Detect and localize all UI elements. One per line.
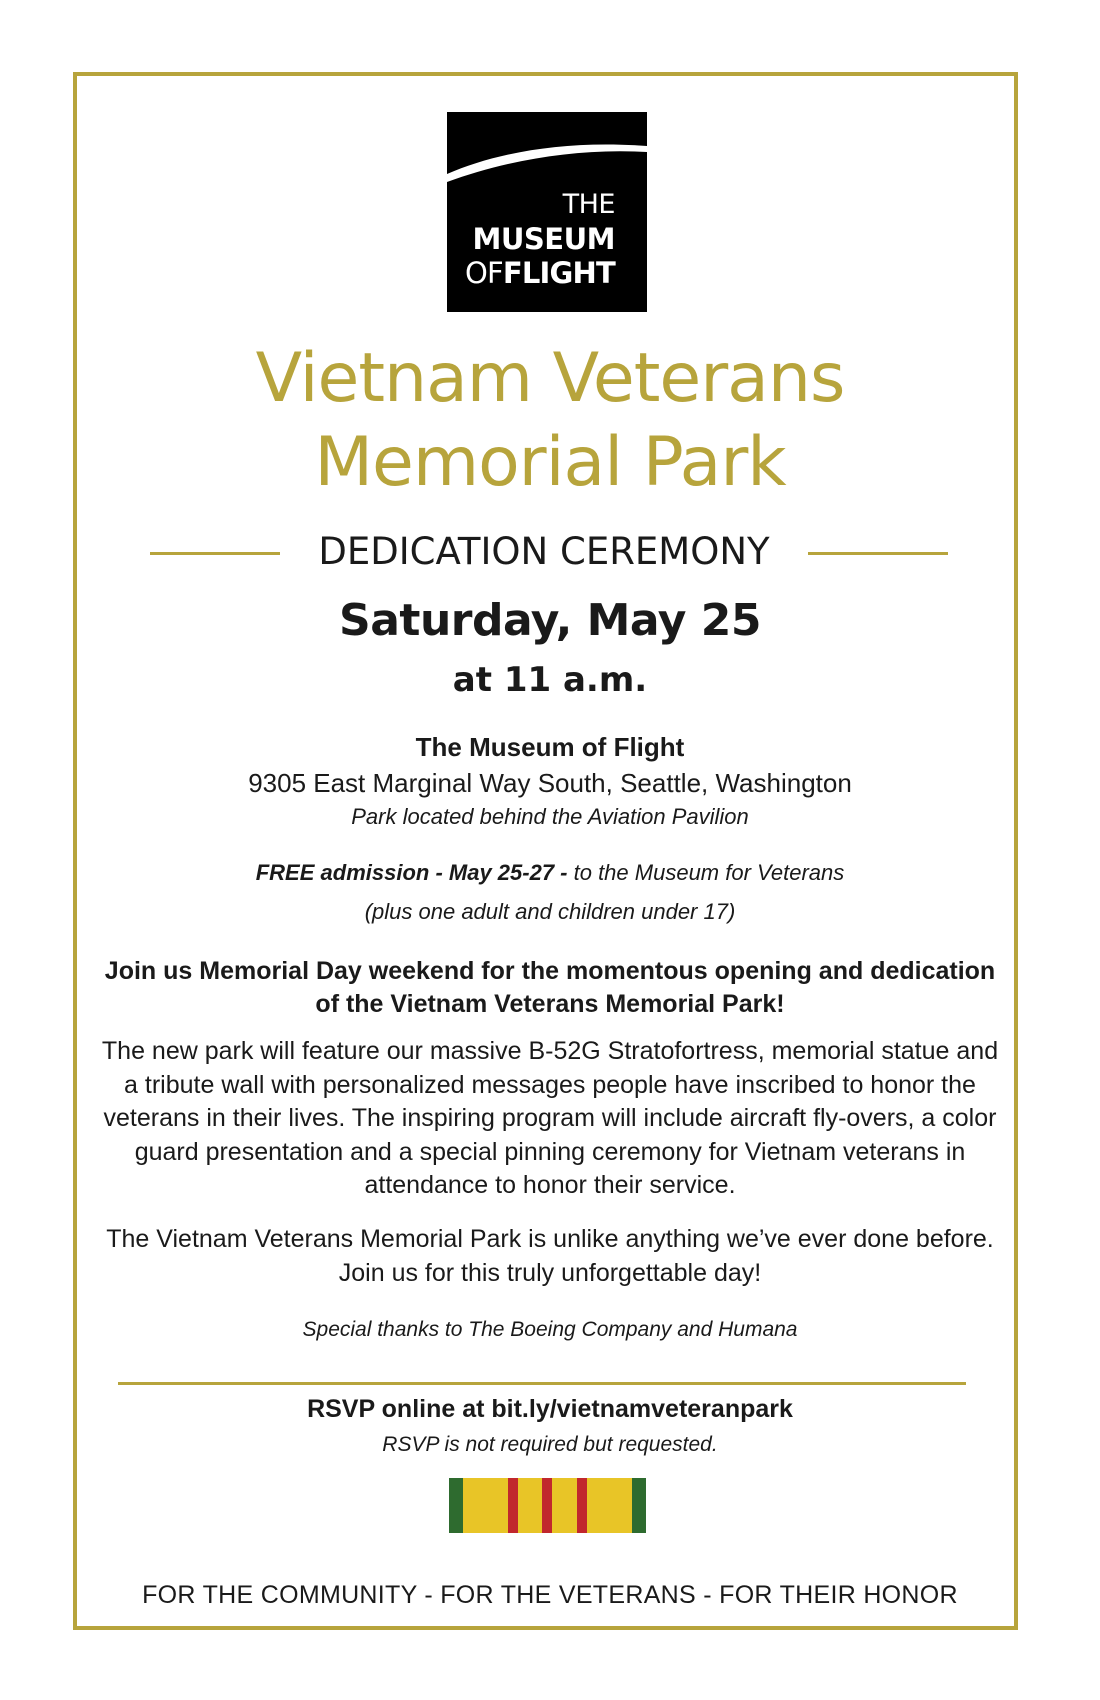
logo-text xyxy=(465,188,615,290)
ribbon-red-stripe-2 xyxy=(542,1478,552,1533)
subtitle-rule-left xyxy=(150,552,280,555)
ribbon-red-stripe-3 xyxy=(577,1478,587,1533)
admission-line xyxy=(0,860,1100,886)
rsvp-divider xyxy=(118,1382,966,1385)
join-heading: Join us Memorial Day weekend for the momentous opening and dedication of the Vietnam Veterans Memorial Park! xyxy=(104,957,996,1018)
admission-rest: to the Museum for Veterans xyxy=(567,860,845,885)
logo-line-museum: MUSEUM xyxy=(472,222,615,256)
body-paragraph-1: The new park will feature our massive B-52G Stratofortress, memorial statue and a tribute wall with personalized messages people have inscribed to honor the veterans in their lives. The inspiring program will include aircraft fly-overs, a color guard presentation and a special pinning ceremony for Vietnam veterans in attendance to honor their service. xyxy=(101,1037,999,1199)
ribbon-green-left xyxy=(449,1478,463,1533)
subtitle-rule-right xyxy=(808,552,948,555)
logo-line-of-flight xyxy=(465,256,615,290)
page-title-line-1: Vietnam Veterans xyxy=(255,339,845,418)
logo-line-the: THE xyxy=(562,189,615,220)
venue-note: Park located behind the Aviation Pavilion xyxy=(351,804,749,829)
ribbon-green-right xyxy=(632,1478,646,1533)
venue-address: 9305 East Marginal Way South, Seattle, Washington xyxy=(248,768,852,798)
page-title-line-2: Memorial Park xyxy=(314,423,786,502)
rsvp-link[interactable]: RSVP online at bit.ly/vietnamveteranpark xyxy=(307,1395,793,1423)
event-time: at 11 a.m. xyxy=(452,660,648,700)
vietnam-service-ribbon-icon xyxy=(449,1478,646,1533)
venue-name: The Museum of Flight xyxy=(415,732,685,762)
subtitle: DEDICATION CEREMONY xyxy=(318,530,770,573)
logo-word-of: OF xyxy=(464,256,503,290)
event-date: Saturday, May 25 xyxy=(339,595,761,646)
admission-bold: FREE admission - May 25-27 - xyxy=(255,860,568,885)
museum-of-flight-logo xyxy=(447,112,647,312)
rsvp-note: RSVP is not required but requested. xyxy=(382,1433,718,1456)
sponsor-thanks: Special thanks to The Boeing Company and Humana xyxy=(302,1318,798,1341)
ribbon-red-stripe-1 xyxy=(508,1478,518,1533)
footer-tagline: FOR THE COMMUNITY - FOR THE VETERANS - FOR THEIR HONOR xyxy=(142,1581,958,1609)
body-paragraph-2: The Vietnam Veterans Memorial Park is unlike anything we’ve ever done before. Join us for this truly unforgettable day! xyxy=(106,1225,994,1287)
admission-note: (plus one adult and children under 17) xyxy=(364,899,736,924)
logo-word-flight: FLIGHT xyxy=(502,256,615,290)
